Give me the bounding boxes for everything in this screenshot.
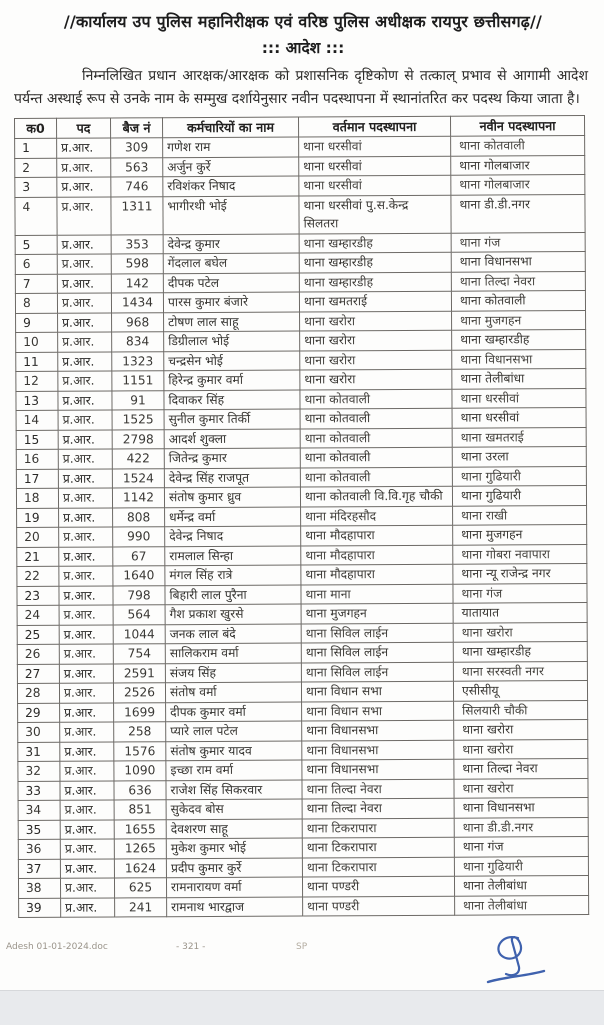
table-row: [17, 622, 587, 644]
cell-new-posting: थाना गोलबाजार: [451, 155, 585, 175]
table-row: [18, 837, 588, 859]
cell-employee-name: मुकेश कुमार भोई: [166, 838, 302, 858]
cell-serial: 18: [16, 488, 58, 508]
cell-serial: 19: [17, 508, 59, 528]
cell-employee-name: संतोष वर्मा: [165, 682, 301, 702]
cell-current-posting: थाना सिविल लाईन: [301, 662, 453, 682]
cell-employee-name: गैश प्रकाश खुरसे: [165, 604, 301, 624]
cell-new-posting: थाना उरला: [452, 447, 586, 467]
cell-current-posting: थाना सिविल लाईन: [301, 623, 453, 643]
cell-rank: प्र.आर.: [58, 351, 112, 371]
cell-current-posting: थाना कोतवाली: [300, 389, 452, 409]
cell-current-posting: थाना कोतवाली वि.वि.गृह चौकी: [300, 486, 452, 506]
cell-badge-number: 1434: [111, 293, 163, 313]
cell-employee-name: पारस कुमार बंजारे: [163, 292, 299, 312]
cell-serial: 32: [18, 761, 60, 781]
cell-new-posting: थाना मुजगहन: [452, 310, 586, 330]
cell-new-posting: थाना तिल्दा नेवरा: [454, 759, 588, 779]
cell-current-posting: थाना सिविल लाईन: [301, 642, 453, 662]
cell-serial: 33: [18, 781, 60, 801]
cell-rank: प्र.आर.: [60, 800, 114, 820]
cell-rank: प्र.आर.: [58, 390, 112, 410]
cell-new-posting: एसीसीयू: [453, 681, 587, 701]
cell-new-posting: थाना खम्हारडीह: [453, 642, 587, 662]
transfer-table: [14, 115, 589, 918]
cell-current-posting: थाना धरसीवां: [299, 156, 451, 176]
cell-new-posting: थाना तिल्दा नेवरा: [451, 271, 585, 291]
cell-new-posting: थाना धरसीवां: [452, 388, 586, 408]
cell-badge-number: 636: [114, 780, 166, 800]
intro-paragraph: निम्नलिखित प्रधान आरक्षक/आरक्षक को प्रशासनिक दृष्टिकोण से तत्काल् प्रभाव से आगामी आदेश पर्यन्त अस्थाई रूप से उनके नाम के सम्मुख दर्शायेनुसार नवीन पदस्थापना में स्थानांतरित कर पदस्थ किया जाता है।: [14, 68, 588, 107]
office-title: //कार्यालय उप पुलिस महानिरीक्षक एवं वरिष्ठ पुलिस अधीक्षक रायपुर छत्तीसगढ़//: [63, 12, 543, 31]
cell-rank: प्र.आर.: [59, 683, 113, 703]
cell-employee-name: दीपक पटेल: [163, 273, 299, 293]
cell-employee-name: गेंदलाल बघेल: [163, 253, 299, 273]
cell-employee-name: संतोष कुमार यादव: [166, 741, 302, 761]
cell-current-posting: थाना कोतवाली: [300, 408, 452, 428]
cell-badge-number: 798: [113, 585, 165, 605]
cell-new-posting: थाना खम्हारडीह: [452, 330, 586, 350]
cell-employee-name: हिरेन्द्र कुमार वर्मा: [164, 370, 300, 390]
cell-employee-name: अर्जुन कुर्रे: [163, 157, 299, 177]
cell-rank: प्र.आर.: [57, 138, 111, 158]
cell-serial: 26: [17, 644, 59, 664]
table-row: [17, 525, 587, 547]
table-row: [18, 720, 588, 742]
cell-serial: 21: [17, 547, 59, 567]
column-header: नवीन पदस्थापना: [450, 116, 584, 137]
table-row: [19, 895, 589, 917]
cell-rank: प्र.आर.: [58, 488, 112, 508]
cell-current-posting: थाना मुजगहन: [301, 603, 453, 623]
cell-current-posting: थाना खम्हारडीह: [299, 272, 451, 292]
table-row: [15, 194, 585, 235]
cell-badge-number: 808: [113, 507, 165, 527]
cell-badge-number: 1699: [114, 702, 166, 722]
cell-new-posting: थाना गोबरा नवापारा: [453, 544, 587, 564]
cell-current-posting: थाना पण्डरी: [303, 896, 455, 916]
cell-badge-number: 1142: [112, 488, 164, 508]
cell-rank: प्र.आर.: [59, 507, 113, 527]
cell-employee-name: जितेन्द्र कुमार: [164, 448, 300, 468]
cell-rank: प्र.आर.: [60, 839, 114, 859]
cell-employee-name: देवेन्द्र सिंह राजपूत: [164, 468, 300, 488]
table-row: [16, 369, 586, 391]
cell-current-posting: थाना मौदहापारा: [301, 564, 453, 584]
cell-current-posting: थाना मंदिरहसौद: [301, 506, 453, 526]
transfer-table-wrapper: [14, 115, 596, 918]
table-row: [16, 388, 586, 410]
cell-employee-name: प्रदीप कुमार कुर्रे: [166, 858, 302, 878]
cell-employee-name: सुकेदव बोस: [166, 799, 302, 819]
cell-new-posting: थाना डी.डी.नगर: [451, 194, 585, 233]
cell-employee-name: संजय सिंह: [165, 663, 301, 683]
cell-current-posting: थाना टिकरापारा: [302, 837, 454, 857]
cell-serial: 16: [16, 449, 58, 469]
cell-serial: 12: [16, 371, 58, 391]
cell-badge-number: 258: [114, 722, 166, 742]
cell-badge-number: 309: [111, 138, 163, 158]
cell-new-posting: थाना खरोरा: [454, 720, 588, 740]
cell-serial: 2: [15, 158, 57, 178]
table-row: [18, 700, 588, 722]
cell-employee-name: भागीरथी भोई: [163, 196, 299, 235]
cell-badge-number: 1624: [114, 858, 166, 878]
cell-badge-number: 968: [112, 312, 164, 332]
cell-serial: 37: [18, 859, 60, 879]
cell-employee-name: धर्मेन्द्र वर्मा: [165, 507, 301, 527]
cell-rank: प्र.आर.: [59, 566, 113, 586]
cell-badge-number: 1265: [114, 839, 166, 859]
cell-new-posting: यातायात: [453, 603, 587, 623]
cell-badge-number: 1090: [114, 761, 166, 781]
table-row: [17, 583, 587, 605]
cell-rank: प्र.आर.: [57, 293, 111, 313]
cell-employee-name: मंगल सिंह रात्रे: [165, 565, 301, 585]
cell-serial: 29: [18, 703, 60, 723]
cell-badge-number: 754: [113, 644, 165, 664]
cell-badge-number: 353: [111, 234, 163, 254]
table-row: [17, 564, 587, 586]
cell-employee-name: देवशरण साहू: [166, 819, 302, 839]
cell-current-posting: थाना विधानसभा: [302, 740, 454, 760]
cell-new-posting: थाना धरसीवां: [452, 408, 586, 428]
cell-current-posting: थाना तिल्दा नेवरा: [302, 779, 454, 799]
table-row: [15, 271, 585, 293]
table-row: [16, 408, 586, 430]
cell-rank: प्र.आर.: [57, 157, 111, 177]
cell-current-posting: थाना विधान सभा: [302, 701, 454, 721]
cell-current-posting: थाना खम्हारडीह: [299, 233, 451, 253]
cell-employee-name: राजेश सिंह सिकरवार: [166, 780, 302, 800]
cell-badge-number: 598: [111, 254, 163, 274]
cell-new-posting: थाना गुढियारी: [454, 856, 588, 876]
table-row: [16, 310, 586, 332]
cell-new-posting: थाना गोलबाजार: [451, 175, 585, 195]
cell-employee-name: आदर्श शुक्ला: [164, 429, 300, 449]
cell-badge-number: 1525: [112, 410, 164, 430]
cell-current-posting: थाना धरसीवां पु.स.केन्द्र सिलतरा: [299, 195, 451, 234]
cell-current-posting: थाना विधान सभा: [301, 681, 453, 701]
cell-badge-number: 834: [112, 332, 164, 352]
cell-rank: प्र.आर.: [60, 819, 114, 839]
cell-serial: 27: [17, 664, 59, 684]
cell-serial: 31: [18, 742, 60, 762]
cell-serial: 1: [15, 138, 57, 158]
cell-employee-name: रामनारायण वर्मा: [166, 877, 302, 897]
cell-badge-number: 1576: [114, 741, 166, 761]
cell-serial: 15: [16, 430, 58, 450]
cell-new-posting: थाना गंज: [453, 583, 587, 603]
cell-current-posting: थाना धरसीवां: [299, 175, 451, 195]
table-row: [18, 876, 588, 898]
cell-new-posting: थाना गुढियारी: [452, 466, 586, 486]
cell-badge-number: 2526: [113, 683, 165, 703]
cell-badge-number: 564: [113, 605, 165, 625]
cell-employee-name: रामनाथ भारद्वाज: [167, 896, 303, 916]
cell-rank: प्र.आर.: [58, 449, 112, 469]
column-header: बैज नं: [111, 118, 163, 138]
table-row: [17, 544, 587, 566]
cell-rank: प्र.आर.: [59, 644, 113, 664]
cell-rank: प्र.आर.: [58, 371, 112, 391]
cell-new-posting: थाना तेलीबांधा: [455, 895, 589, 915]
column-header: क0: [15, 118, 57, 138]
cell-current-posting: थाना विधानसभा: [302, 759, 454, 779]
cell-rank: प्र.आर.: [59, 663, 113, 683]
cell-badge-number: 1640: [113, 566, 165, 586]
photo-background-edge: [0, 990, 604, 1025]
cell-employee-name: रामलाल सिन्हा: [165, 546, 301, 566]
cell-badge-number: 142: [111, 273, 163, 293]
cell-serial: 28: [17, 683, 59, 703]
cell-serial: 7: [15, 274, 57, 294]
table-row: [15, 175, 585, 197]
cell-badge-number: 241: [115, 897, 167, 917]
table-row: [15, 252, 585, 274]
cell-serial: 9: [16, 313, 58, 333]
cell-new-posting: थाना कोतवाली: [451, 136, 585, 156]
cell-current-posting: थाना टिकरापारा: [302, 857, 454, 877]
cell-new-posting: थाना राखी: [453, 505, 587, 525]
cell-badge-number: 746: [111, 177, 163, 197]
cell-badge-number: 1044: [113, 624, 165, 644]
cell-rank: प्र.आर.: [60, 858, 114, 878]
cell-badge-number: 625: [114, 878, 166, 898]
cell-rank: प्र.आर.: [58, 429, 112, 449]
cell-new-posting: थाना विधानसभा: [452, 349, 586, 369]
table-row: [18, 778, 588, 800]
table-row: [15, 291, 585, 313]
cell-badge-number: 1311: [111, 196, 163, 234]
cell-current-posting: थाना विधानसभा: [302, 720, 454, 740]
table-row: [18, 798, 588, 820]
table-row: [15, 155, 585, 177]
cell-rank: प्र.आर.: [59, 605, 113, 625]
cell-new-posting: थाना विधानसभा: [451, 252, 585, 272]
footer-file-name: Adesh 01-01-2024.doc: [6, 942, 108, 952]
cell-badge-number: 1524: [112, 468, 164, 488]
cell-employee-name: दीपक कुमार वर्मा: [166, 702, 302, 722]
cell-current-posting: थाना कोतवाली: [300, 428, 452, 448]
cell-current-posting: थाना मौदहापारा: [301, 525, 453, 545]
table-row: [18, 739, 588, 761]
cell-badge-number: 990: [113, 527, 165, 547]
cell-current-posting: थाना पण्डरी: [302, 876, 454, 896]
cell-new-posting: थाना तेलीबांधा: [452, 369, 586, 389]
cell-rank: प्र.आर.: [60, 761, 114, 781]
cell-badge-number: 563: [111, 157, 163, 177]
cell-new-posting: थाना डी.डी.नगर: [454, 817, 588, 837]
cell-new-posting: थाना खरोरा: [454, 778, 588, 798]
table-row: [17, 505, 587, 527]
cell-employee-name: सालिकराम वर्मा: [165, 643, 301, 663]
cell-new-posting: थाना गंज: [451, 232, 585, 252]
cell-rank: प्र.आर.: [61, 897, 115, 917]
cell-employee-name: डिग्रीलाल भोई: [164, 331, 300, 351]
cell-rank: प्र.आर.: [59, 546, 113, 566]
cell-serial: 24: [17, 605, 59, 625]
cell-badge-number: 2591: [113, 663, 165, 683]
cell-employee-name: जनक लाल बंदे: [165, 624, 301, 644]
table-row: [17, 642, 587, 664]
cell-serial: 38: [18, 878, 60, 898]
cell-badge-number: 67: [113, 546, 165, 566]
cell-rank: प्र.आर.: [59, 527, 113, 547]
cell-serial: 22: [17, 566, 59, 586]
cell-employee-name: गणेश राम: [163, 137, 299, 157]
table-row: [18, 856, 588, 878]
cell-current-posting: थाना मौदहापारा: [301, 545, 453, 565]
cell-badge-number: 851: [114, 800, 166, 820]
cell-employee-name: चन्द्रसेन भोई: [164, 351, 300, 371]
cell-rank: प्र.आर.: [60, 878, 114, 898]
cell-employee-name: देवेन्द्र निषाद: [165, 526, 301, 546]
cell-serial: 13: [16, 391, 58, 411]
table-header-row: [15, 116, 585, 139]
cell-current-posting: थाना कोतवाली: [300, 447, 452, 467]
cell-serial: 36: [18, 839, 60, 859]
signature-icon: [480, 932, 552, 990]
cell-employee-name: संतोष कुमार ध्रुव: [164, 487, 300, 507]
cell-serial: 11: [16, 352, 58, 372]
table-row: [16, 447, 586, 469]
cell-serial: 3: [15, 177, 57, 197]
cell-current-posting: थाना खमतराई: [299, 291, 451, 311]
order-heading: ::: आदेश :::: [261, 39, 345, 57]
cell-rank: प्र.आर.: [57, 273, 111, 293]
cell-new-posting: थाना न्यू राजेन्द्र नगर: [453, 564, 587, 584]
table-row: [15, 232, 585, 254]
cell-serial: 35: [18, 820, 60, 840]
footer-page-number: - 321 -: [176, 942, 206, 952]
cell-current-posting: थाना तिल्दा नेवरा: [302, 798, 454, 818]
cell-rank: प्र.आर.: [58, 410, 112, 430]
cell-rank: प्र.आर.: [58, 468, 112, 488]
cell-rank: प्र.आर.: [60, 722, 114, 742]
cell-new-posting: थाना सरस्वती नगर: [453, 661, 587, 681]
cell-rank: प्र.आर.: [60, 780, 114, 800]
cell-serial: 5: [15, 235, 57, 255]
table-row: [16, 486, 586, 508]
cell-rank: प्र.आर.: [57, 234, 111, 254]
cell-rank: प्र.आर.: [58, 312, 112, 332]
cell-new-posting: थाना खरोरा: [454, 739, 588, 759]
cell-new-posting: थाना गंज: [454, 837, 588, 857]
cell-rank: प्र.आर.: [57, 196, 111, 234]
cell-new-posting: सिलयारी चौकी: [454, 700, 588, 720]
table-row: [17, 661, 587, 683]
table-row: [18, 817, 588, 839]
table-row: [16, 349, 586, 371]
cell-employee-name: रविशंकर निषाद: [163, 176, 299, 196]
cell-serial: 23: [17, 586, 59, 606]
cell-serial: 20: [17, 527, 59, 547]
cell-rank: प्र.आर.: [60, 702, 114, 722]
cell-rank: प्र.आर.: [58, 332, 112, 352]
table-row: [15, 136, 585, 158]
cell-new-posting: थाना गुढियारी: [452, 486, 586, 506]
cell-badge-number: 1323: [112, 351, 164, 371]
cell-employee-name: सुनील कुमार तिर्की: [164, 409, 300, 429]
cell-current-posting: थाना खरोरा: [300, 311, 452, 331]
cell-employee-name: प्यारे लाल पटेल: [166, 721, 302, 741]
cell-rank: प्र.आर.: [59, 624, 113, 644]
cell-serial: 4: [15, 197, 57, 235]
cell-badge-number: 1655: [114, 819, 166, 839]
cell-serial: 17: [16, 469, 58, 489]
column-header: वर्तमान पदस्थापना: [298, 116, 450, 137]
cell-serial: 30: [18, 722, 60, 742]
cell-rank: प्र.आर.: [57, 254, 111, 274]
cell-new-posting: थाना खमतराई: [452, 427, 586, 447]
cell-employee-name: देवेन्द्र कुमार: [163, 234, 299, 254]
cell-new-posting: थाना खरोरा: [453, 622, 587, 642]
column-header: कर्मचारियों का नाम: [163, 117, 299, 138]
table-body: [15, 136, 589, 918]
cell-employee-name: टोषण लाल साहू: [164, 312, 300, 332]
cell-new-posting: थाना तेलीबांधा: [454, 876, 588, 896]
cell-badge-number: 91: [112, 390, 164, 410]
cell-current-posting: थाना खरोरा: [300, 369, 452, 389]
cell-current-posting: थाना माना: [301, 584, 453, 604]
footer-watermark: SP: [296, 942, 308, 952]
cell-current-posting: थाना खरोरा: [300, 330, 452, 350]
cell-serial: 39: [19, 898, 61, 918]
cell-serial: 10: [16, 332, 58, 352]
cell-serial: 34: [18, 800, 60, 820]
cell-serial: 14: [16, 410, 58, 430]
table-row: [16, 466, 586, 488]
cell-new-posting: थाना मुजगहन: [453, 525, 587, 545]
cell-current-posting: थाना धरसीवां: [299, 136, 451, 156]
cell-current-posting: थाना खम्हारडीह: [299, 252, 451, 272]
cell-serial: 6: [15, 254, 57, 274]
cell-new-posting: थाना विधानसभा: [454, 798, 588, 818]
cell-serial: 25: [17, 625, 59, 645]
cell-rank: प्र.आर.: [57, 177, 111, 197]
cell-employee-name: बिहारी लाल पुरैना: [165, 585, 301, 605]
cell-employee-name: इच्छा राम वर्मा: [166, 760, 302, 780]
cell-current-posting: थाना कोतवाली: [300, 467, 452, 487]
cell-current-posting: थाना खरोरा: [300, 350, 452, 370]
table-row: [18, 759, 588, 781]
cell-badge-number: 1151: [112, 371, 164, 391]
cell-new-posting: थाना कोतवाली: [451, 291, 585, 311]
cell-badge-number: 2798: [112, 429, 164, 449]
column-header: पद: [57, 118, 111, 138]
cell-rank: प्र.आर.: [60, 741, 114, 761]
cell-serial: 8: [15, 293, 57, 313]
cell-badge-number: 422: [112, 449, 164, 469]
table-row: [16, 330, 586, 352]
table-row: [16, 427, 586, 449]
cell-current-posting: थाना टिकरापारा: [302, 818, 454, 838]
cell-employee-name: दिवाकर सिंह: [164, 390, 300, 410]
cell-rank: प्र.आर.: [59, 585, 113, 605]
